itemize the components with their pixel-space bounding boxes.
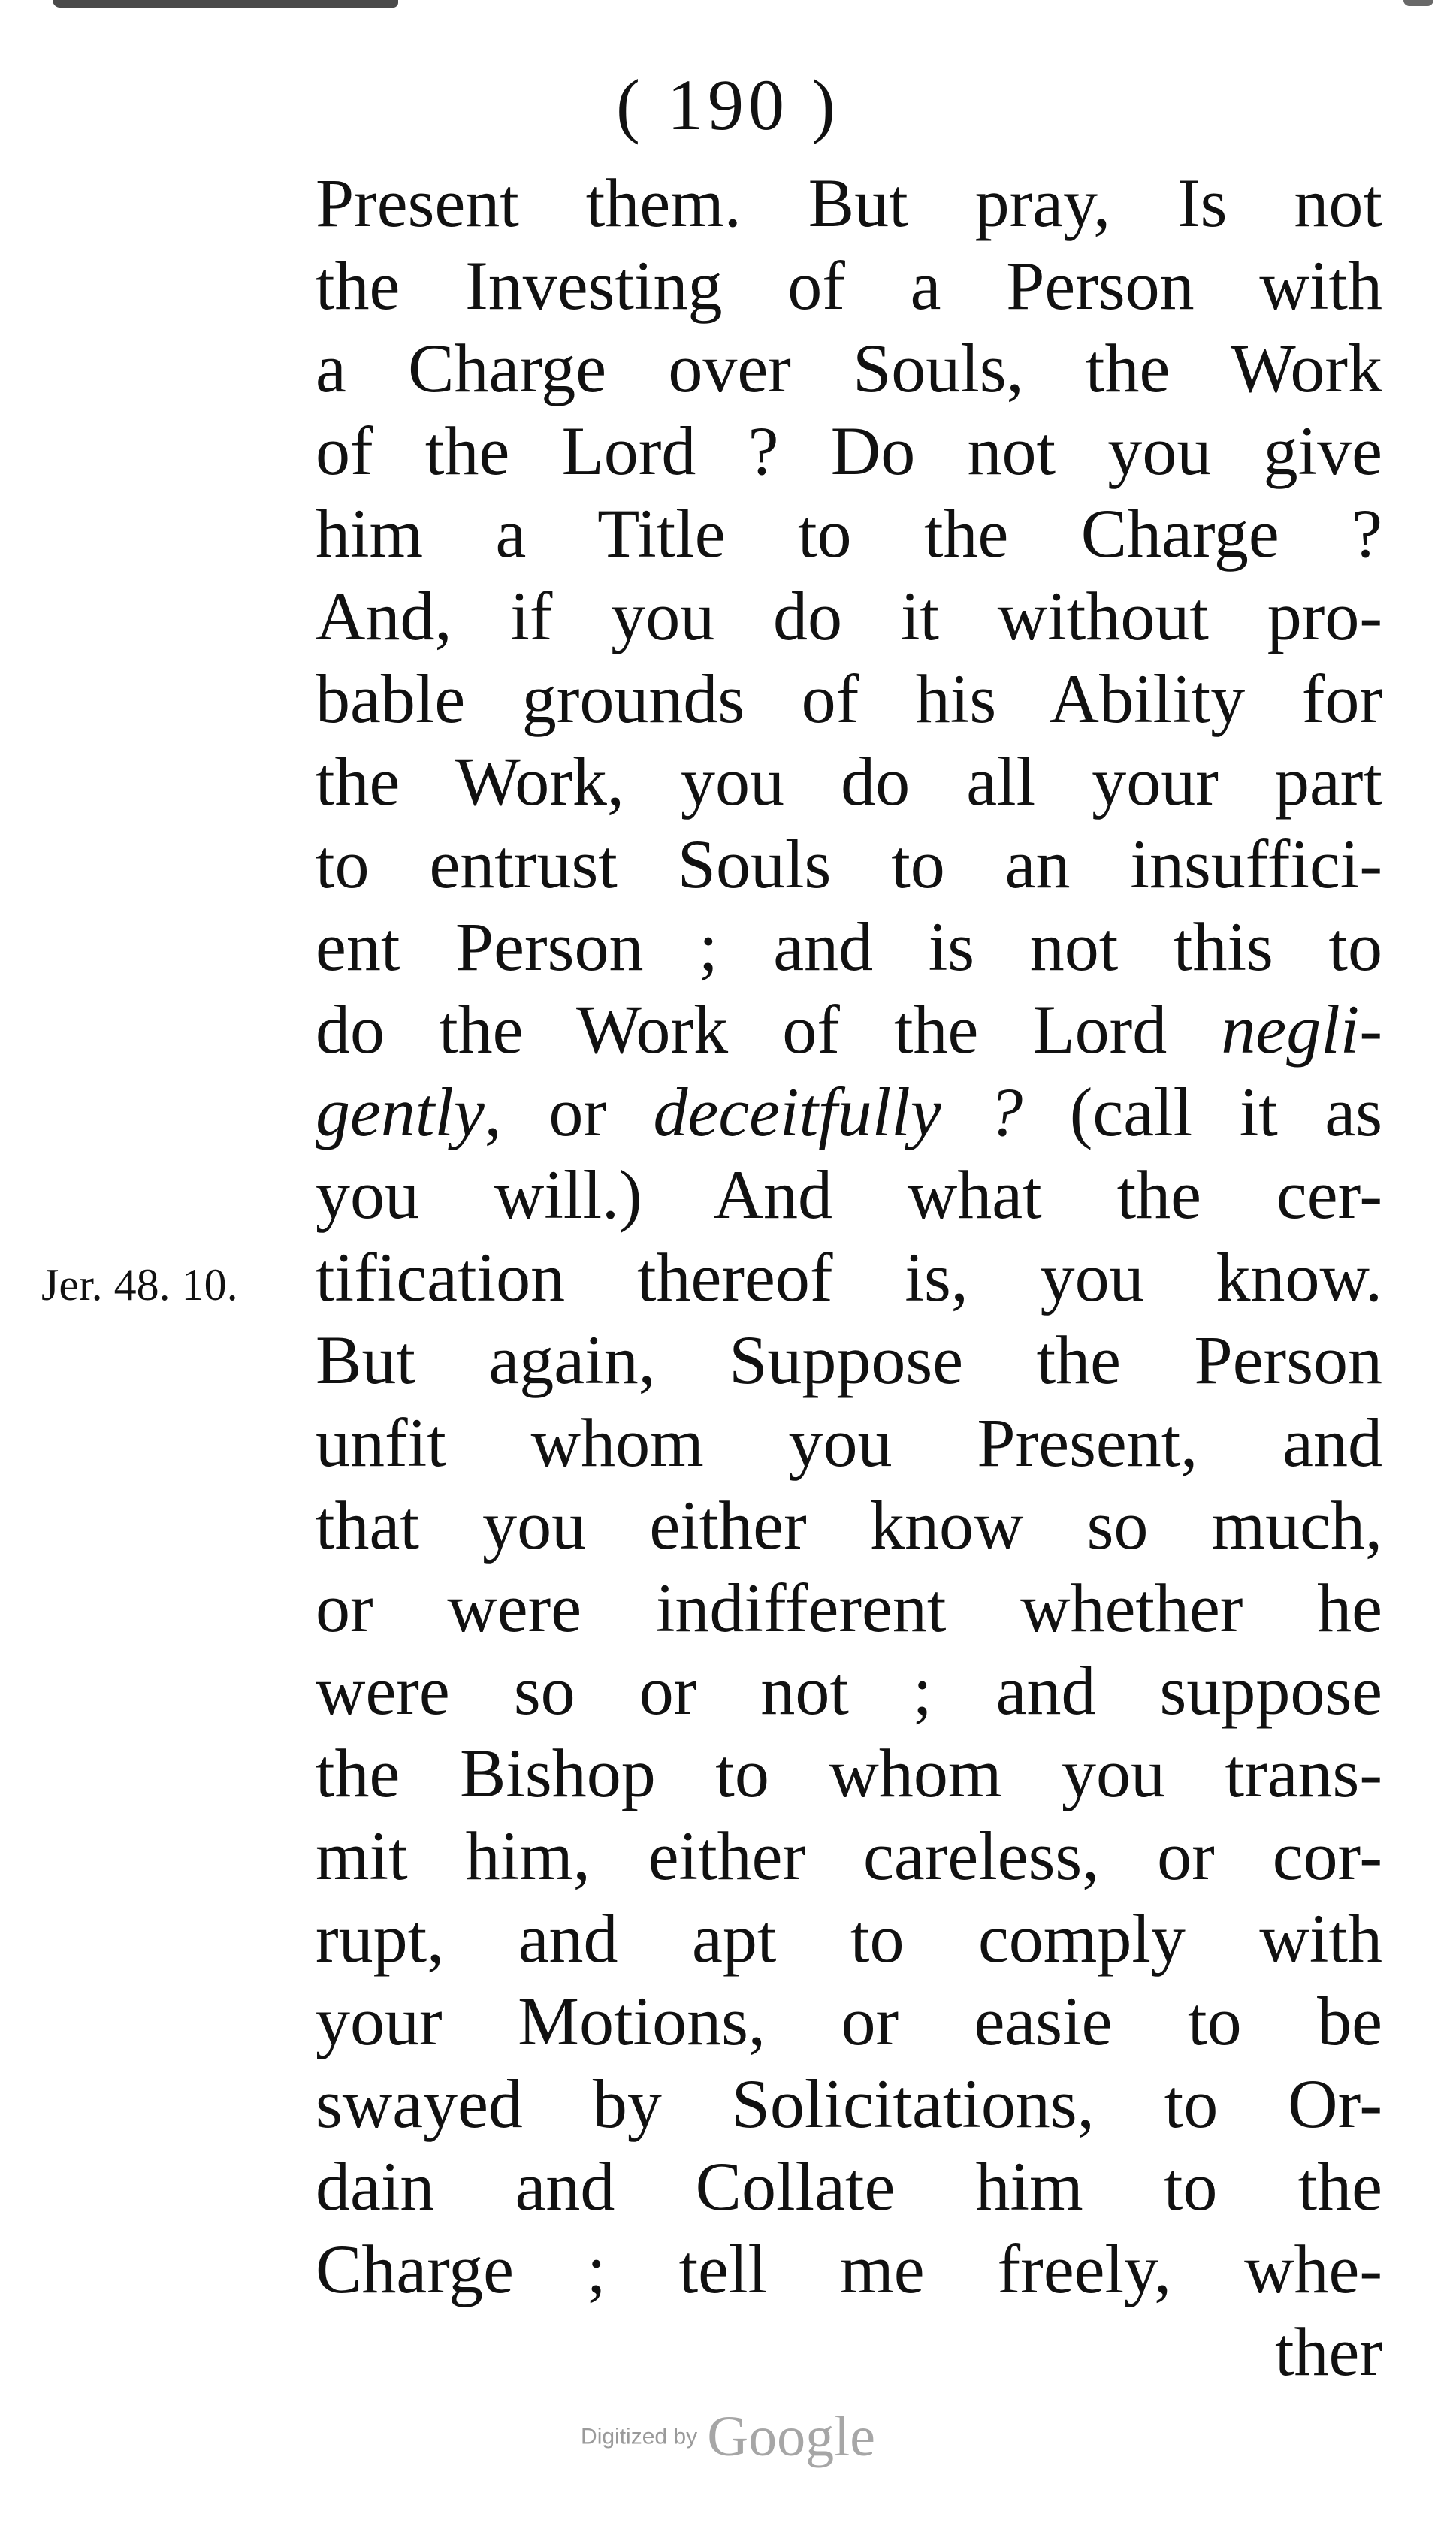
text-line [316,1401,1382,1484]
text-line [316,988,1382,1071]
digitized-by-label: Digitized by [581,2424,698,2449]
text-line [316,1814,1382,1897]
google-wordmark: Google [707,2405,875,2468]
italic-text-run: deceitfully ? [653,1074,1023,1150]
text-line [316,823,1382,905]
text-run: your Motions, or easie to be [316,1983,1382,2059]
text-line [316,1649,1382,1732]
text-line [316,2145,1382,2228]
text-run: him a Title to the Charge ? [316,495,1382,572]
text-run: (call it as [1023,1074,1383,1150]
text-line [316,1153,1382,1236]
text-run: do the Work of the Lord [316,991,1222,1068]
text-run: the Work, you do all your part [316,743,1382,820]
text-line [316,2228,1382,2310]
text-line [316,1071,1382,1153]
text-line [316,740,1382,823]
page-number: ( 190 ) [616,65,840,145]
text-line [316,905,1382,988]
text-line [316,1567,1382,1649]
text-run: tification thereof is, you know. [316,1239,1382,1316]
text-run: the Bishop to whom you trans- [316,1735,1382,1811]
text-line [316,492,1382,575]
text-line [316,1319,1382,1401]
text-run: that you either know so much, [316,1487,1382,1564]
text-line [316,327,1382,409]
text-line [316,1732,1382,1814]
text-run: rupt, and apt to comply with [316,1900,1382,1977]
margin-note-scripture-reference: Jer. 48. 10. [41,1260,238,1310]
digitization-watermark [0,2404,1456,2470]
text-run: unfit whom you Present, and [316,1404,1382,1481]
text-line [316,1980,1382,2062]
text-line [316,1484,1382,1567]
text-line [316,1897,1382,1980]
text-run: And, if you do it without pro- [316,578,1382,654]
text-line [316,1236,1382,1319]
italic-text-run: gently [316,1074,485,1150]
text-line [316,162,1382,244]
text-run: you will.) And what the cer- [316,1156,1382,1233]
text-line [316,244,1382,327]
text-line [316,2062,1382,2145]
text-run: or were indifferent whether he [316,1570,1382,1646]
text-run: mit him, either careless, or cor- [316,1817,1382,1894]
body-text [316,162,1382,2393]
italic-text-run: negli- [1221,991,1382,1068]
top-right-ink-mark [1403,0,1433,6]
text-run: the Investing of a Person with [316,247,1382,324]
text-run: bable grounds of his Ability for [316,660,1382,737]
text-run: a Charge over Souls, the Work [316,330,1382,406]
text-run: of the Lord ? Do not you give [316,412,1382,489]
text-run: Present them. But pray, Is not [316,165,1382,241]
text-run: ther [1274,2313,1382,2390]
text-run: But again, Suppose the Person [316,1322,1382,1398]
text-run: Charge ; tell me freely, whe- [316,2231,1382,2307]
text-run: to entrust Souls to an insuffici- [316,826,1382,902]
top-ink-smudge [53,0,398,8]
text-run: dain and Collate him to the [316,2148,1382,2225]
text-line [316,2310,1382,2393]
text-run: were so or not ; and suppose [316,1652,1382,1729]
text-line [316,575,1382,657]
text-line [316,657,1382,740]
text-run: , or [484,1074,654,1150]
text-line [316,409,1382,492]
text-run: ent Person ; and is not this to [316,908,1382,985]
text-run: swayed by Solicitations, to Or- [316,2065,1382,2142]
